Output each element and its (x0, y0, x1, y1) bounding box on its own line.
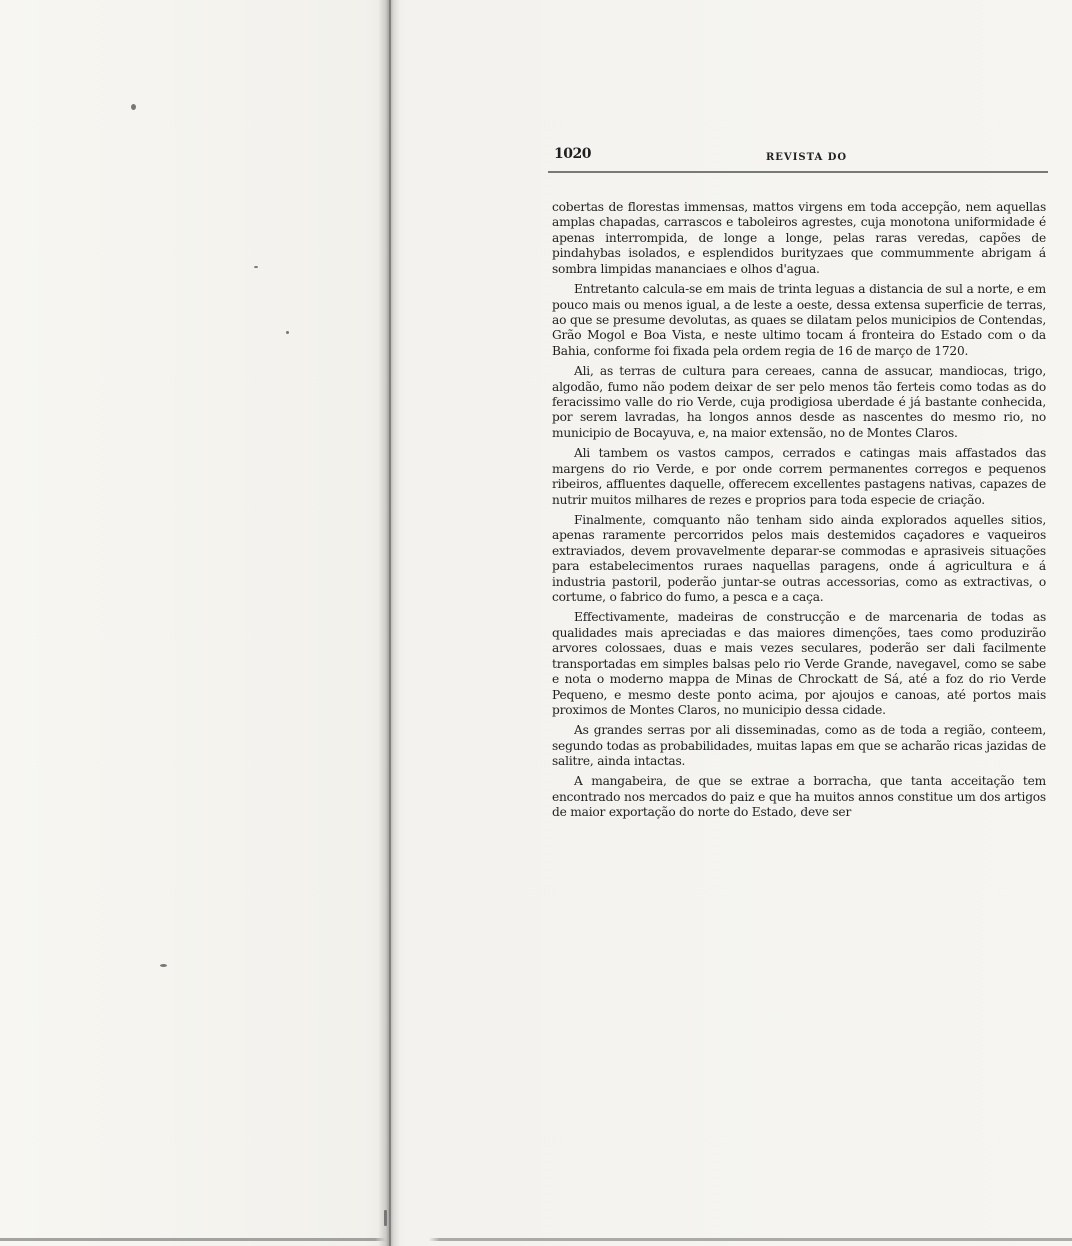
book-gutter-line (389, 0, 391, 1246)
paragraph: As grandes serras por ali disseminadas, como as de toda a região, conteem, segundo todas as probabilidades, muitas lapas em que se acharão ricas jazidas de salitre, ainda intactas. (552, 723, 1046, 769)
book-page (548, 140, 1048, 820)
scan-speck (254, 266, 258, 268)
paragraph: Entretanto calcula-se em mais de trinta leguas a distancia de sul a norte, e em pouco mais ou menos igual, a de leste a oeste, dessa extensa superficie de terras, ao que se presume devolutas, as quaes se dilatam pelos municipios de Contendas, Grão Mogol e Boa Vista, e neste ultimo tocam á fronteira do Estado com o da Bahia, conforme foi fixada pela ordem regia de 16 de março de 1720. (552, 282, 1046, 358)
body-text (552, 200, 1046, 826)
header-rule (548, 171, 1048, 173)
paragraph: cobertas de florestas immensas, mattos virgens em toda accepção, nem aquellas amplas chapadas, carrascos e taboleiros agrestes, cuja monotona uniformidade é apenas interrompida, de longe a longe, pelas raras veredas, capões de pindahybas isolados, e esplendidos burityzaes que commummente abrigam á sombra limpidas mananciaes e olhos d'agua. (552, 200, 1046, 276)
paragraph: Finalmente, comquanto não tenham sido ainda explorados aquelles sitios, apenas raramente percorridos pelos mais destemidos caçadores e vaqueiros extraviados, devem provavelmente deparar-se commodas e aprasiveis situações para estabelecimentos ruraes naquellas paragens, onde á agricultura e á industria pastoril, poderão juntar-se outras accessorias, como as extractivas, o cortume, o fabrico do fumo, a pesca e a caça. (552, 512, 1046, 605)
paragraph: A mangabeira, de que se extrae a borracha, que tanta acceitação tem encontrado nos mercados do paiz e que ha muitos annos constitue um dos artigos de maior exportação do norte do Estado, deve ser (552, 774, 1046, 820)
running-title: REVISTA DO (766, 152, 848, 163)
paragraph: Ali, as terras de cultura para cereaes, canna de assucar, mandiocas, trigo, algodão, fumo não podem deixar de ser pelo menos tão ferteis como todas as do feracissimo valle do rio Verde, cuja prodigiosa uberdade é já bastante conhecida, por serem lavradas, ha longos annos desde as nascentes do mesmo rio, no municipio de Bocayuva, e, na maior extensão, no de Montes Claros. (552, 364, 1046, 440)
scan-speck (384, 1210, 387, 1226)
page-number: 1020 (554, 146, 591, 162)
bottom-edge-line (0, 1238, 1072, 1241)
scan-speck (131, 104, 136, 110)
paragraph: Ali tambem os vastos campos, cerrados e catingas mais affastados das margens do rio Verde, e por onde correm permanentes corregos e pequenos ribeiros, affluentes daquelle, offerecem excellentes pastagens nativas, capazes de nutrir muitos milhares de rezes e proprios para toda especie de criação. (552, 446, 1046, 507)
scan-speck (286, 331, 289, 334)
page-header (548, 140, 1048, 170)
scan-speck (160, 964, 167, 967)
paragraph: Effectivamente, madeiras de construcção e de marcenaria de todas as qualidades mais apreciadas e das maiores dimenções, taes como produzirão arvores colossaes, duas e mais vezes seculares, poderão ser dali facilmente transportadas em simples balsas pelo rio Verde Grande, navegavel, como se sabe e nota o moderno mappa de Minas de Chrockatt de Sá, até a foz do rio Verde Pequeno, e mesmo deste ponto acima, por ajoujos e canoas, até portos mais proximos de Montes Claros, no municipio dessa cidade. (552, 610, 1046, 718)
